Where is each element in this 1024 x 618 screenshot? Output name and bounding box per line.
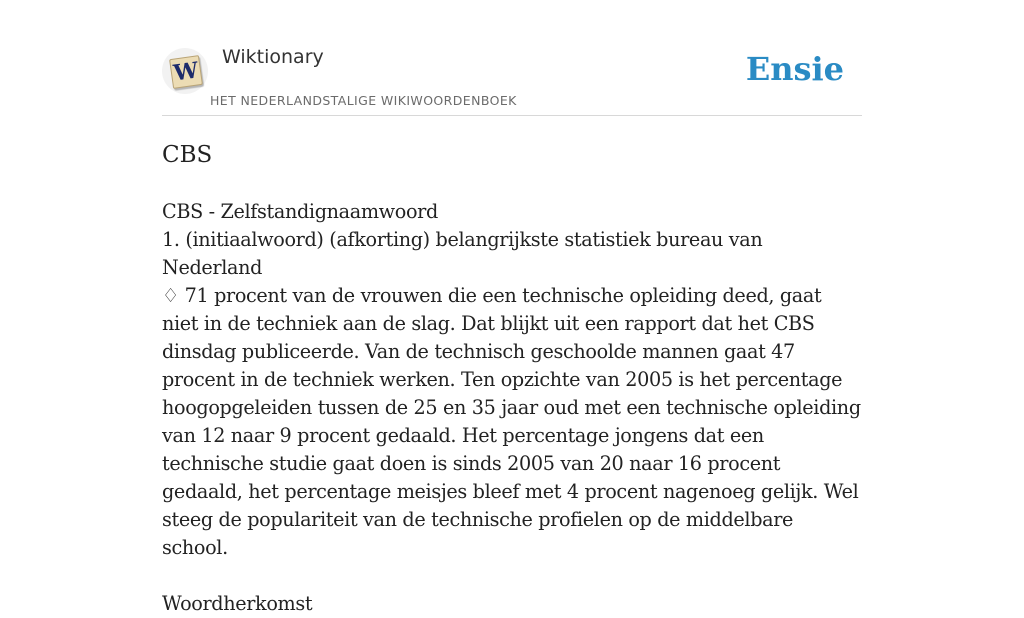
site-header [162, 40, 862, 116]
section-heading-etymology: Woordherkomst [162, 592, 313, 615]
entry-title: CBS [162, 142, 213, 168]
logo-tile [169, 55, 203, 89]
ensie-brand-link[interactable]: Ensie [745, 50, 844, 88]
definition: 1. (initiaalwoord) (afkorting) belangrijkste statistiek bureau van Nederland [162, 228, 763, 279]
entry-content [162, 138, 862, 618]
entry-body [162, 198, 862, 562]
site-name[interactable]: Wiktionary [222, 46, 324, 68]
example-quote: ♢ 71 procent van de vrouwen die een technische opleiding deed, gaat niet in de techniek aan de slag. Dat blijkt uit een rapport dat het CBS dinsdag publiceerde. Van de technisch geschoolde mannen gaat 47 procent in de techniek werken. Ten opzichte van 2005 is het percentage hoogopgeleiden tussen de 25 en 35 jaar oud met een technische opleiding van 12 naar 9 procent gedaald. Het percentage jongens dat een technische studie gaat doen is sinds 2005 van 20 naar 16 procent gedaald, het percentage meisjes bleef met 4 procent nagenoeg gelijk. Wel steeg de populariteit van de technische profielen op de middelbare school. [162, 284, 861, 559]
logo-letter: W [171, 57, 201, 87]
site-tagline: HET NEDERLANDSTALIGE WIKIWOORDENBOEK [210, 93, 517, 108]
part-of-speech: CBS - Zelfstandignaamwoord [162, 200, 438, 223]
wiktionary-logo-icon[interactable] [162, 48, 208, 94]
